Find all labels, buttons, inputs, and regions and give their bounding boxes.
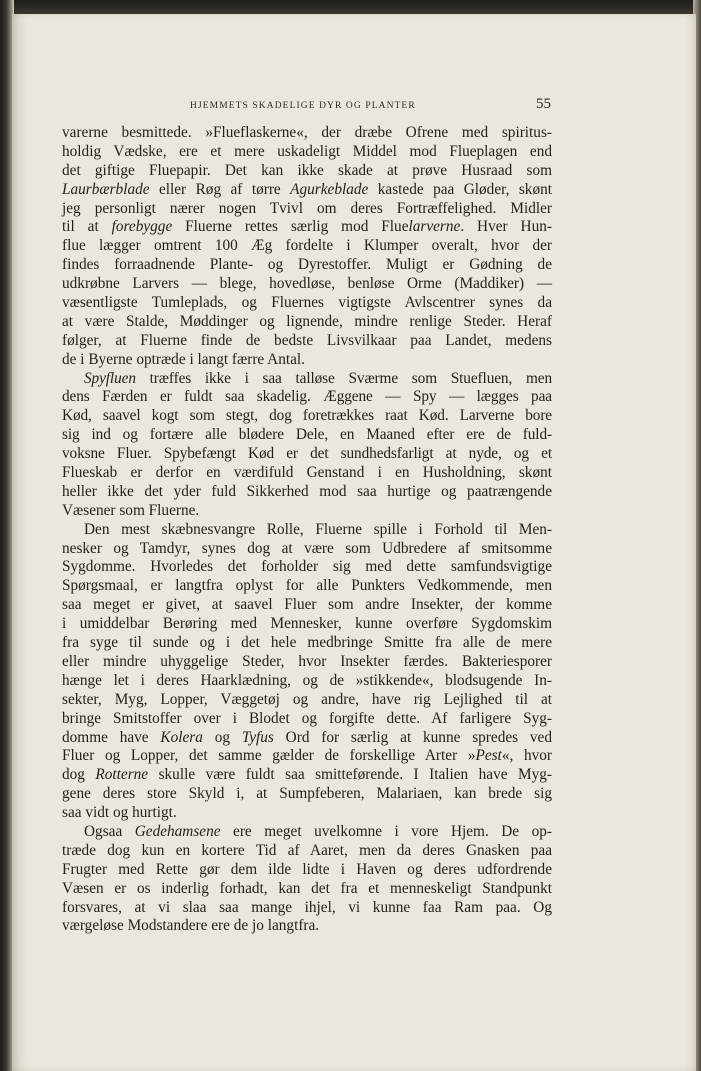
text-run: gene deres store Skyld i, at Sumpfeberen, Malariaen, kan brede sig	[62, 785, 552, 803]
text-run: Ogsaa	[84, 822, 135, 840]
text-run: Frugter med Rette gør dem ilde lidte i Haven og deres udfordrende	[62, 860, 552, 878]
text-line	[62, 823, 552, 842]
text-line	[62, 294, 552, 313]
text-run: til at	[62, 218, 112, 236]
text-run: Væsen er os inderlig forhadt, kan det fra et menneskeligt Standpunkt	[62, 879, 552, 897]
text-run: udkrøbne Larvers — blege, hovedløse, benløse Orme (Maddiker) —	[62, 275, 552, 293]
text-run: Ord for særlig at kunne spredes ved	[273, 728, 552, 746]
text-run: saa meget er givet, at saavel Fluer som andre Insekter, der komme	[62, 596, 552, 614]
text-line	[62, 483, 552, 502]
text-run: domme have	[62, 728, 161, 746]
text-line	[62, 370, 552, 389]
text-run: Fluerne rettes særlig mod Flue	[172, 218, 409, 236]
text-line	[62, 804, 552, 823]
text-line	[62, 653, 552, 672]
text-line	[62, 143, 552, 162]
text-run: og	[202, 728, 242, 746]
text-line	[62, 200, 552, 219]
text-line	[62, 691, 552, 710]
text-line	[62, 729, 552, 748]
text-run: sig ind og fortære alle blødere Dele, en Maaned efter ere de fuld-	[62, 426, 552, 444]
text-line	[62, 464, 552, 483]
text-run: dens Færden er fuldt saa skadelig. Æggene — Spy — lægges paa	[62, 388, 552, 406]
text-run: «, hvor	[501, 747, 552, 765]
text-run: træffes ikke i saa talløse Sværme som Stuefluen, men	[135, 369, 552, 387]
text-run: Kød, saavel kogt som stegt, dog foretrækkes raat Kød. Larverne bore	[62, 407, 552, 425]
text-run: . Hver Hun-	[460, 218, 552, 236]
text-run: at være Stalde, Møddinger og lignende, mindre renlige Steder. Heraf	[62, 312, 552, 330]
text-line	[62, 445, 552, 464]
text-run: dog	[62, 766, 96, 784]
text-line	[62, 861, 552, 880]
text-line	[62, 124, 552, 143]
italic-term: Pest	[475, 747, 502, 765]
text-line	[62, 558, 552, 577]
text-run: følger, at Fluerne finde de bedste Livsvilkaar paa Landet, medens	[62, 331, 552, 349]
text-line	[62, 388, 552, 407]
text-run: bringe Smitstoffer over i Blodet og forgifte dette. Af farligere Syg-	[62, 709, 552, 727]
text-run: Den mest skæbnesvangre Rolle, Fluerne spille i Forhold til Men-	[84, 520, 552, 538]
text-run: eller mindre uhyggelige Steder, hvor Insekter færdes. Bakteriesporer	[62, 652, 552, 670]
text-run: kastede paa Gløder, skønt	[368, 180, 552, 198]
text-line	[62, 162, 552, 181]
text-line	[62, 842, 552, 861]
text-line	[62, 615, 552, 634]
text-run: det giftige Fluepapir. Det kan ikke skade at prøve Husraad som	[62, 161, 552, 179]
text-run: Væsener som Fluerne.	[62, 501, 200, 519]
text-line	[62, 785, 552, 804]
body-text	[62, 124, 552, 936]
text-line	[62, 256, 552, 275]
text-line	[62, 351, 552, 370]
text-line	[62, 426, 552, 445]
text-line	[62, 275, 552, 294]
text-line	[62, 899, 552, 918]
text-run: flue lægger omtrent 100 Æg fordelte i Klumper overalt, hvor der	[62, 237, 552, 255]
text-run: voksne Fluer. Spybefængt Kød er det sundhedsfarligt at nyde, og et	[62, 445, 552, 463]
text-run: hænge let i deres Haarklædning, og de »stikkende«, blodsugende In-	[62, 671, 552, 689]
text-line	[62, 766, 552, 785]
text-run: værgeløse Modstandere ere de jo langtfra.	[62, 917, 320, 935]
text-line	[62, 237, 552, 256]
text-run: fra syge til sunde og i det hele medbringe Smitte fra alle de mere	[62, 634, 552, 652]
running-head: HJEMMETS SKADELIGE DYR OG PLANTER	[190, 101, 416, 111]
text-line	[62, 747, 552, 766]
italic-term: Laurbærblade	[62, 180, 150, 198]
text-run: Sygdomme. Hvorledes det forholder sig med dette samfundsvigtige	[62, 558, 552, 576]
text-line	[62, 313, 552, 332]
italic-term: Agurkeblade	[290, 180, 369, 198]
text-run: de i Byerne optræde i langt færre Antal.	[62, 350, 305, 368]
text-line	[62, 577, 552, 596]
text-run: væsentligste Tumleplads, og Fluernes vigtigste Avlscentrer synes da	[62, 294, 552, 312]
text-run: træde dog kun en kortere Tid af Aaret, men da deres Gnasken paa	[62, 841, 552, 859]
text-run: forsvares, at vi slaa saa mange ihjel, vi kunne faa Ram paa. Og	[62, 898, 552, 916]
text-line	[62, 880, 552, 899]
italic-term: larverne	[408, 218, 461, 236]
text-run: findes forraadnende Plante- og Dyrestoffer. Muligt er Gødning de	[62, 256, 552, 274]
text-line	[62, 710, 552, 729]
scan-top-border	[0, 0, 701, 14]
text-line	[62, 218, 552, 237]
italic-term: Gedehamsene	[134, 822, 221, 840]
text-line	[62, 596, 552, 615]
text-line	[62, 634, 552, 653]
text-run: ere meget uvelkomne i vore Hjem. De op-	[220, 822, 552, 840]
text-run: saa vidt og hurtigt.	[62, 804, 177, 822]
text-line	[62, 540, 552, 559]
italic-term: Spyfluen	[84, 369, 136, 387]
text-run: holdig Vædske, ere et mere uskadeligt Middel mod Flueplagen end	[62, 142, 552, 160]
text-run: eller Røg af tørre	[149, 180, 291, 198]
text-line	[62, 407, 552, 426]
text-run: varerne besmittede. »Flueflaskerne«, der dræbe Ofrene med spiritus-	[62, 124, 552, 141]
text-run: Flueskab er derfor en værdifuld Genstand i en Husholdning, skønt	[62, 464, 552, 482]
italic-term: Tyfus	[241, 728, 274, 746]
italic-term: Rotterne	[95, 766, 149, 784]
text-line	[62, 521, 552, 540]
text-run: Fluer og Lopper, det samme gælder de forskellige Arter »	[62, 747, 476, 765]
italic-term: forebygge	[111, 218, 173, 236]
text-line	[62, 332, 552, 351]
page-number: 55	[536, 96, 551, 112]
text-run: jeg personligt nærer nogen Tvivl om deres Fortræffelighed. Midler	[62, 199, 552, 217]
text-run: nesker og Tamdyr, synes dog at være som Udbredere af smitsomme	[62, 539, 552, 557]
text-line	[62, 672, 552, 691]
text-run: Spørgsmaal, er langtfra oplyst for alle Punkters Vedkommende, men	[62, 577, 552, 595]
text-run: heller ikke det yder fuld Sikkerhed mod saa hurtige og paatrængende	[62, 482, 552, 500]
italic-term: Kolera	[160, 728, 203, 746]
text-line	[62, 917, 552, 936]
text-line	[62, 502, 552, 521]
text-line	[62, 181, 552, 200]
text-run: skulle være fuldt saa smitteførende. I Italien have Myg-	[148, 766, 552, 784]
text-run: sekter, Myg, Lopper, Væggetøj og andre, have rig Lejlighed til at	[62, 690, 552, 708]
text-run: i umiddelbar Berøring med Mennesker, kunne overføre Sygdomskim	[62, 615, 552, 633]
